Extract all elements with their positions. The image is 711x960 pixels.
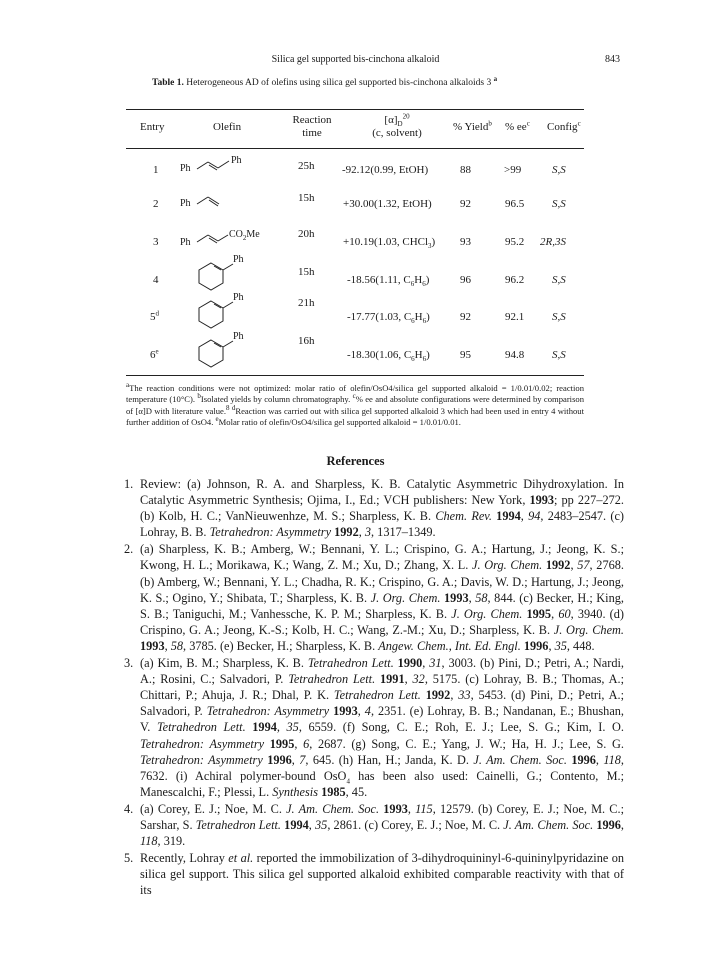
footnote-b-sup: b [197, 392, 201, 401]
table-label: Table 1. [152, 78, 184, 88]
co2me-pre: CO [229, 229, 243, 240]
footnote-c: % ee and absolute configurations were determined by comparison of [α]D with literature value. [126, 394, 585, 416]
rotation-pre: +10.19(1.03, CHCl [343, 236, 429, 248]
header-time-line2: time [302, 127, 322, 139]
cell-ee: 94.8 [505, 349, 525, 361]
rotation-sub2: 6 [422, 317, 427, 326]
cell-config: S,S [552, 349, 566, 361]
cell-entry: 3 [153, 236, 159, 248]
cell-time: 15h [298, 192, 315, 204]
olefin-label-ph: Ph [233, 292, 244, 303]
rotation-post: ) [426, 349, 430, 361]
references-list [124, 476, 624, 899]
olefin-label-ph: Ph [233, 331, 244, 342]
cell-ee: 92.1 [505, 311, 525, 323]
footnote-d: Reaction was carried out with silica gel supported alkaloid 3 which had been used in entry 4 without further addition of OsO4. [126, 405, 584, 427]
header-yield-sup: b [488, 119, 492, 128]
footnote-e: Molar ratio of olefin/OsO4/silica gel supported alkaloid = 1/0.01/0.01. [218, 416, 461, 427]
cell-rotation: +30.00(1.32, EtOH) [343, 198, 432, 210]
cell-yield: 88 [460, 164, 471, 176]
olefin-label-ph: Ph [233, 254, 244, 265]
reference-number: 5. [124, 851, 134, 866]
cell-config: S,S [552, 311, 566, 323]
table-top-rule [126, 109, 584, 110]
reference-number: 1. [124, 477, 134, 491]
table-caption-text: Heterogeneous AD of olefins using silica gel supported bis-cinchona alkaloids 3 [186, 78, 492, 88]
cell-yield: 92 [460, 311, 471, 323]
header-rotation-line1 [354, 114, 440, 127]
table-footnotes [126, 383, 584, 428]
cell-entry [150, 349, 159, 361]
cell-rotation [347, 311, 430, 326]
olefin-label-ph: Ph [231, 155, 242, 166]
reference-item [124, 476, 624, 540]
header-config-text: Config [547, 121, 578, 133]
rotation-mid: H [414, 311, 423, 323]
header-ee [505, 121, 530, 134]
footnote-e-sup: e [215, 415, 219, 424]
header-time-line1: Reaction [292, 114, 332, 126]
co2me-post: Me [246, 229, 260, 240]
rotation-pre: -18.56(1.11, C [347, 274, 411, 286]
rotation-sub: 3 [428, 242, 432, 251]
page-number: 843 [605, 54, 620, 65]
header-rot-sup: 20 [402, 112, 410, 121]
reference-text: (a) Kim, B. M.; Sharpless, K. B. Tetrahedron Lett. 1990, 31, 3003. (b) Pini, D.; Petri, A.; Nardi, A.; Rosini, C.; Salvadori, P. Tetrahedron Lett. 1991, 32, 5175. (c) Lohray, B. B.; Thomas, A.; Chittari, P.; Ahuja, J. R.; Dhal, P. K. Tetrahedron Lett. 1992, 33, 5453. (d) Pini, D.; Petri, A.; Salvadori, P. Tetrahedron: Asymmetry 1993, 4, 2351. (e) Lohray, B. B.; Nandanan, E.; Bhushan, V. Tetrahedron Lett. 1994, 35, 6559. (f) Song, C. E.; Roh, E. J.; Lee, S. G.; Kim, I. O. Tetrahedron: Asymmetry 1995, 6, 2687. (g) Song, C. E.; Yang, J. W.; Ha, H. J.; Lee, S. G. Tetrahedron: Asymmetry 1996, 7, 645. (h) Han, H.; Janda, K. D. J. Am. Chem. Soc. 1996, 118, 7632. (i) Achiral polymer-bound OsO$_4$ has been also used: Cainelli, G.; Contento, M.; Manescalchi, F.; Plessi, L. Synthesis 1985, 45. [140, 656, 625, 799]
header-entry: Entry [140, 121, 165, 133]
header-rot-symbol: [α] [384, 114, 398, 126]
cell-config: S,S [552, 164, 566, 176]
rotation-post: ) [426, 311, 430, 323]
cell-config: S,S [552, 274, 566, 286]
olefin-styrene-structure [180, 188, 260, 212]
rotation-mid: H [414, 274, 423, 286]
rotation-sub: 6 [411, 317, 415, 326]
rotation-mid: H [414, 349, 423, 361]
header-yield [453, 121, 492, 134]
header-ee-sup: c [526, 119, 530, 128]
cell-config: 2R,3S [540, 236, 566, 248]
rotation-post: ) [425, 274, 430, 286]
header-config [547, 121, 581, 134]
header-reaction-time [282, 114, 342, 140]
cell-time: 15h [298, 266, 315, 278]
rotation-post: ) [431, 236, 436, 248]
footnote-a: The reaction conditions were not optimized: molar ratio of olefin/OsO4/silica gel supported alkaloid = 1/0.01/0.02; reaction temperature (10°C). [126, 383, 584, 405]
table-header-rule [126, 148, 584, 149]
footnote-d-sup: d [231, 403, 236, 412]
reference-item [124, 655, 624, 800]
cell-ee: >99 [504, 164, 522, 176]
cell-yield: 96 [460, 274, 471, 286]
cell-rotation [343, 236, 436, 251]
cell-yield: 95 [460, 349, 471, 361]
cell-rotation [347, 274, 430, 289]
cell-entry: 4 [153, 274, 159, 286]
cell-ee: 96.5 [505, 198, 525, 210]
header-rotation-line2: (c, solvent) [372, 127, 422, 139]
cell-yield: 92 [460, 198, 471, 210]
reference-item [124, 850, 624, 898]
footnote-b: Isolated yields by column chromatography. [200, 394, 351, 405]
reference-number: 4. [124, 801, 134, 816]
header-ee-text: % ee [505, 121, 527, 133]
table-bottom-rule [126, 375, 584, 376]
reference-number: 3. [124, 656, 134, 671]
olefin-label-ph: Ph [180, 163, 191, 174]
running-head [0, 54, 711, 68]
entry-sup: e [155, 347, 159, 356]
table-caption [152, 74, 632, 88]
entry-sup: d [155, 309, 159, 318]
rotation-sub2: 6 [422, 355, 427, 364]
header-olefin: Olefin [213, 121, 242, 133]
cell-time: 21h [298, 297, 315, 309]
references-heading: References [326, 454, 385, 468]
cell-entry [150, 311, 159, 323]
cell-ee: 95.2 [505, 236, 525, 248]
co2me-sub: 2 [242, 234, 247, 242]
header-rotation [354, 114, 440, 140]
cell-entry: 2 [153, 198, 159, 210]
olefin-stilbene-structure [180, 155, 260, 179]
rotation-pre: -17.77(1.03, C [347, 311, 412, 323]
reference-text: Review: (a) Johnson, R. A. and Sharpless, K. B. Catalytic Asymmetric Dihydroxylation. In Catalytic Asymmetric Synthesis; Ojima, I., Ed.; VCH publishers: New York, 1993; pp 227–272. (b) Kolb, H. C.; VanNieuwenhze, M. S.; Sharpless, K. B. Chem. Rev. 1994, 94, 2483–2547. (c) Lohray, B. B. Tetrahedron: Asymmetry 1992, 3, 1317–1349. [140, 477, 625, 540]
running-head-title: Silica gel supported bis-cinchona alkaloid [271, 54, 440, 65]
header-rot-sub: D [397, 120, 403, 129]
cell-time: 20h [298, 228, 315, 240]
header-yield-text: % Yield [453, 121, 489, 133]
cell-time: 25h [298, 160, 315, 172]
rotation-pre: -18.30(1.06, C [347, 349, 412, 361]
reference-item [124, 541, 624, 654]
footnote-a-sup: a [126, 381, 130, 390]
header-config-sup: c [577, 119, 581, 128]
rotation-sub: 6 [410, 280, 415, 289]
table-caption-sup: a [493, 74, 498, 83]
cell-yield: 93 [460, 236, 471, 248]
reference-item [124, 801, 624, 849]
cell-config: S,S [552, 198, 566, 210]
cell-entry: 1 [153, 164, 159, 176]
cell-rotation: -92.12(0.99, EtOH) [342, 164, 429, 176]
rotation-sub: 6 [411, 355, 415, 364]
cell-ee: 96.2 [505, 274, 525, 286]
cell-time: 16h [298, 335, 315, 347]
reference-number: 2. [124, 542, 134, 557]
olefin-label-ph: Ph [180, 237, 191, 248]
footnote-c-ref: 8 [226, 403, 230, 412]
rotation-sub2: 6 [422, 280, 426, 289]
reference-text: (a) Corey, E. J.; Noe, M. C. J. Am. Chem. Soc. 1993, 115, 12579. (b) Corey, E. J.; Noe, M. C.; Sarshar, S. Tetrahedron Lett. 1994, 35, 2861. (c) Corey, E. J.; Noe, M. C. J. Am. Chem. Soc. 1996, 118, 319. [140, 801, 624, 849]
footnote-c-sup: c [352, 392, 356, 401]
cell-rotation [347, 349, 430, 364]
entry-number: 5 [150, 311, 156, 323]
olefin-label-ph: Ph [180, 198, 191, 209]
entry-number: 6 [150, 349, 156, 361]
reference-text: Recently, Lohray et al. reported the immobilization of 3-dihydroquininyl-6-quininylpyridazine on silica gel support. This silica gel supported alkaloid exhibited comparable reactivity with that of its [140, 851, 624, 898]
reference-text: (a) Sharpless, K. B.; Amberg, W.; Bennani, Y. L.; Crispino, G. A.; Hartung, J.; Jeong, K. S.; Kwong, H. L.; Morikawa, K.; Wang, Z. M.; Xu, D.; Zhang, X. L. J. Org. Chem. 1992, 57, 2768. (b) Amberg, W.; Bennani, Y. L.; Chadha, R. K.; Crispino, G. A.; Davis, W. D.; Hartung, J.; Jeong, K. S.; Ogino, Y.; Shibata, T.; Sharpless, K. B. J. Org. Chem. 1993, 58, 844. (c) Becker, H.; King, S. B.; Taniguchi, M.; Vanhessche, K. P. M.; Sharpless, K. B. J. Org. Chem. 1995, 60, 3940. (d) Crispino, G. A.; Jeong, K.-S.; Kolb, H. C.; Wang, Z.-M.; Xu, D.; Sharpless, K. B. J. Org. Chem. 1993, 58, 3785. (e) Becker, H.; Sharpless, K. B. Angew. Chem., Int. Ed. Engl. 1996, 35, 448. [140, 542, 625, 653]
olefin-label-co2me [229, 229, 260, 240]
